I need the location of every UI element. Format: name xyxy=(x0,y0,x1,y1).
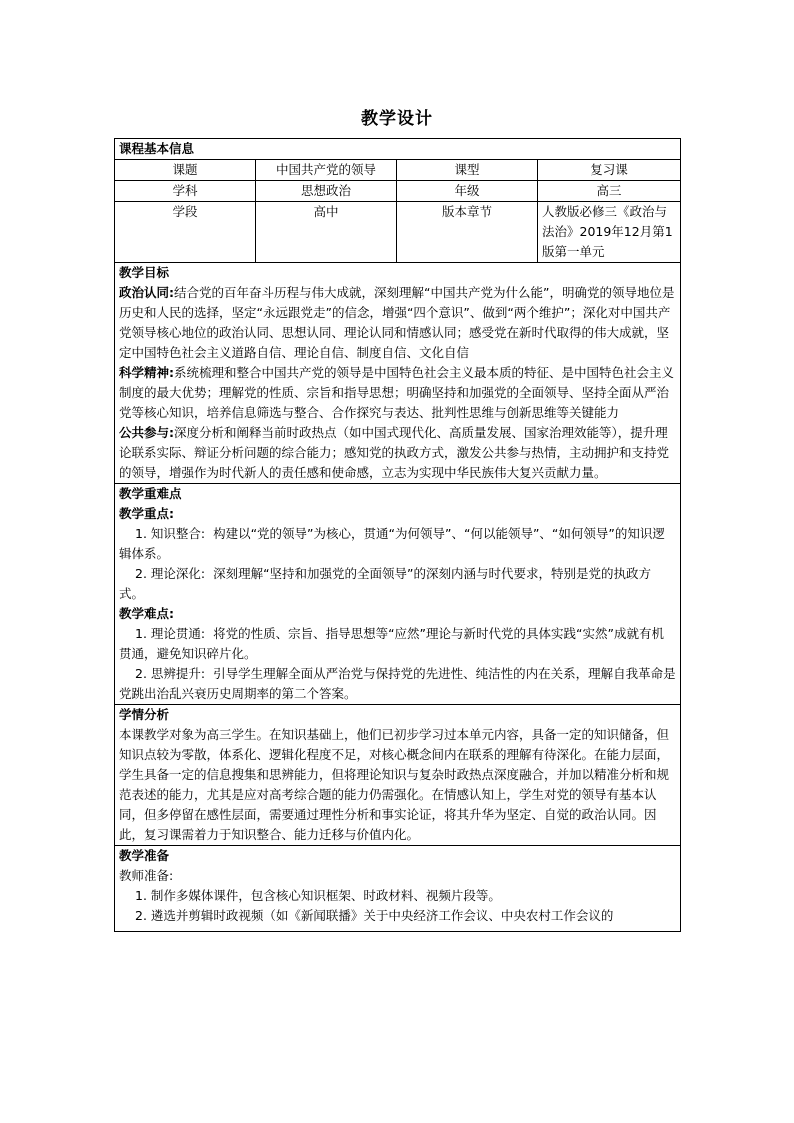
info-cell: 复习课 xyxy=(538,160,681,181)
goal-item xyxy=(119,423,676,483)
difficulty-item-text: 将党的性质、宗旨、指导思想等“应然”理论与新时代党的具体实践“实然”成就有机贯通，避免知识碎片化。 xyxy=(119,626,664,661)
goal-text: 系统梳理和整合中国共产党的领导是中国特色社会主义最本质的特征、是中国特色社会主义制度的最大优势；理解党的性质、宗旨和指导思想；明确坚持和加强党的全面领导、坚持全面从严治党等核心知识，培养信息筛选与整合、合作探究与表达、批判性思维与创新思维等关键能力 xyxy=(119,365,675,420)
info-cell: 课题 xyxy=(115,160,256,181)
keypoints-cell xyxy=(115,484,681,705)
focus-item-text: 深刻理解“坚持和加强党的全面领导”的深刻内涵与时代要求，特别是党的执政方式。 xyxy=(119,566,652,601)
focus-item xyxy=(119,524,676,564)
teacher-prep-label: 教师准备: xyxy=(119,868,174,883)
info-row xyxy=(115,160,681,181)
info-cell: 高三 xyxy=(538,181,681,202)
difficulty-item-label: 2. 思辨提升: xyxy=(135,666,206,681)
prep-cell xyxy=(115,846,681,932)
difficulty-label: 教学难点: xyxy=(119,606,174,621)
goals-header: 教学目标 xyxy=(119,265,170,280)
focus-item-label: 1. 知识整合: xyxy=(135,526,206,541)
prep-header: 教学准备 xyxy=(119,848,170,863)
info-cell: 课型 xyxy=(397,160,538,181)
difficulty-item-text: 引导学生理解全面从严治党与保持党的先进性、纯洁性的内在关系，理解自我革命是党跳出治乱兴衰历史周期率的第二个答案。 xyxy=(119,666,676,701)
info-cell: 年级 xyxy=(397,181,538,202)
prep-item-clip xyxy=(119,906,676,931)
focus-item-text: 构建以“党的领导”为核心，贯通“为何领导”、“何以能领导”、“如何领导”的知识逻辑体系。 xyxy=(119,526,665,561)
info-row xyxy=(115,181,681,202)
analysis-header: 学情分析 xyxy=(119,707,170,722)
keypoints-header: 教学重难点 xyxy=(119,486,182,501)
info-cell: 思想政治 xyxy=(256,181,397,202)
difficulty-item xyxy=(119,624,676,664)
goal-label: 科学精神: xyxy=(119,365,174,380)
goal-label: 政治认同: xyxy=(119,285,174,300)
difficulty-item xyxy=(119,664,676,704)
goals-cell xyxy=(115,263,681,484)
goal-item xyxy=(119,283,676,363)
difficulty-item-label: 1. 理论贯通: xyxy=(135,626,206,641)
info-cell: 学科 xyxy=(115,181,256,202)
focus-label: 教学重点: xyxy=(119,506,174,521)
goal-text: 结合党的百年奋斗历程与伟大成就，深刻理解“中国共产党为什么能”，明确党的领导地位是历史和人民的选择，坚定“永远跟党走”的信念，增强“四个意识”、做到“两个维护”；深化对中国共产党领导核心地位的政治认同、思想认同、理论认同和情感认同；感受党在新时代取得的伟大成就，坚定中国特色社会主义道路自信、理论自信、制度自信、文化自信 xyxy=(119,285,675,360)
info-cell: 中国共产党的领导 xyxy=(256,160,397,181)
prep-item: 1. 制作多媒体课件，包含核心知识框架、时政材料、视频片段等。 xyxy=(135,888,501,903)
focus-item-label: 2. 理论深化: xyxy=(135,566,206,581)
page-title: 教学设计 xyxy=(361,109,433,129)
analysis-text: 本课教学对象为高三学生。在知识基础上，他们已初步学习过本单元内容，具备一定的知识储备，但知识点较为零散，体系化、逻辑化程度不足，对核心概念间内在联系的理解有待深化。在能力层面，学生具备一定的信息搜集和思辨能力，但将理论知识与复杂时政热点深度融合，并加以精准分析和规范表述的能力，尤其是应对高考综合题的能力仍需强化。在情感认知上，学生对党的领导有基本认同，但多停留在感性层面，需要通过理性分析和事实论证，将其升华为坚定、自觉的政治认同。因此，复习课需着力于知识整合、能力迁移与价值内化。 xyxy=(119,727,670,842)
keypoints-row xyxy=(115,484,681,705)
lesson-plan-table xyxy=(114,138,681,932)
info-cell-edition: 人教版必修三《政治与法治》2019年12月第1版第一单元 xyxy=(538,202,681,263)
analysis-row xyxy=(115,705,681,846)
info-row xyxy=(115,202,681,263)
analysis-cell xyxy=(115,705,681,846)
goal-item xyxy=(119,363,676,423)
basic-info-header: 课程基本信息 xyxy=(115,139,681,160)
focus-item xyxy=(119,564,676,604)
info-cell: 高中 xyxy=(256,202,397,263)
prep-row xyxy=(115,846,681,932)
info-cell: 版本章节 xyxy=(397,202,538,263)
goal-text: 深度分析和阐释当前时政热点（如中国式现代化、高质量发展、国家治理效能等），提升理论联系实际、辩证分析问题的综合能力；感知党的执政方式，激发公共参与热情，主动拥护和支持党的领导，增强作为时代新人的责任感和使命感，立志为实现中华民族伟大复兴贡献力量。 xyxy=(119,425,670,480)
goals-row xyxy=(115,263,681,484)
prep-item: 2. 遴选并剪辑时政视频（如《新闻联播》关于中央经济工作会议、中央农村工作会议的 xyxy=(135,908,614,923)
info-cell: 学段 xyxy=(115,202,256,263)
basic-info-header-row xyxy=(115,139,681,160)
goal-label: 公共参与: xyxy=(119,425,174,440)
